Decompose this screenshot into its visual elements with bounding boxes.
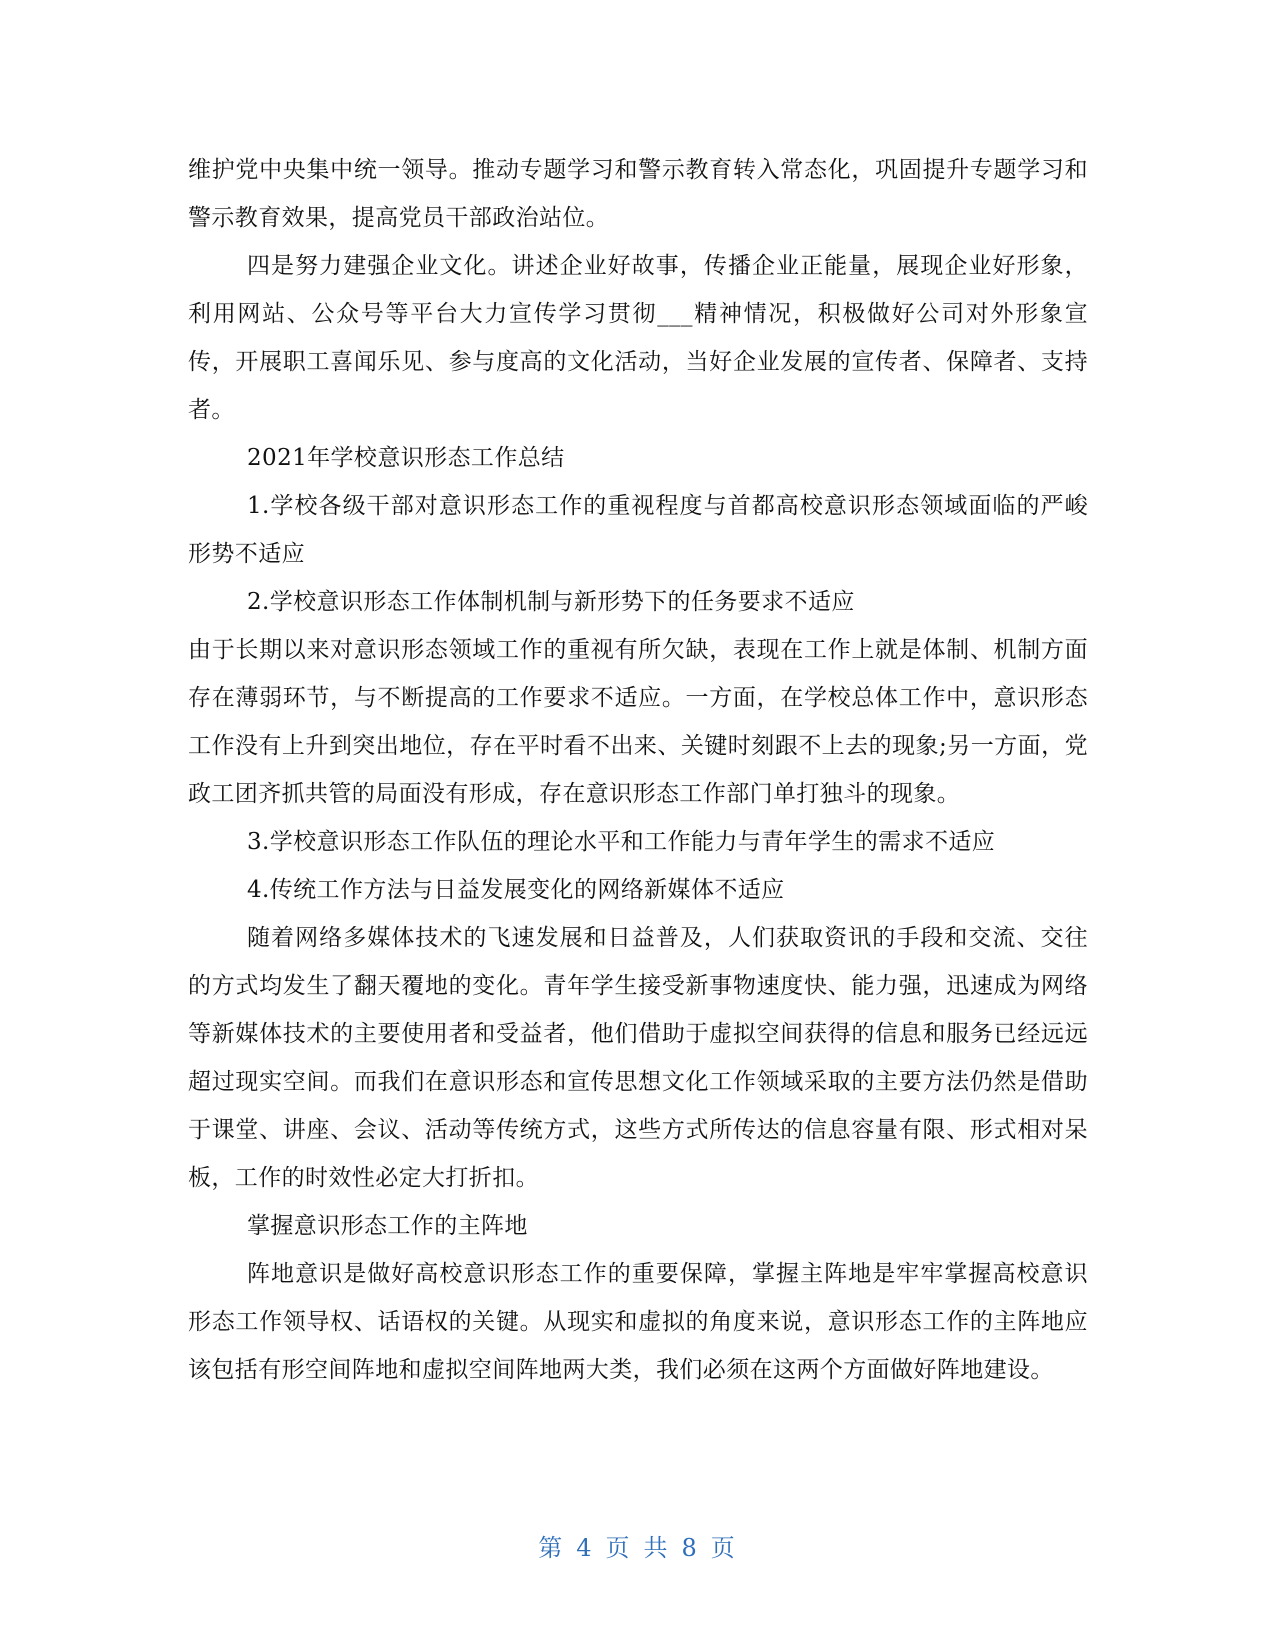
footer-prefix: 第 xyxy=(538,1534,565,1562)
footer-current-page: 4 xyxy=(576,1534,594,1562)
paragraph-front-awareness: 阵地意识是做好高校意识形态工作的重要保障，掌握主阵地是牢牢掌握高校意识形态工作领导权、话语权的关键。从现实和虚拟的角度来说，意识形态工作的主阵地应该包括有形空间阵地和虚拟空间阵地两大类，我们必须在这两个方面做好阵地建设。 xyxy=(188,1261,1088,1383)
page-footer xyxy=(0,1528,1275,1563)
section-title-main-front: 掌握意识形态工作的主阵地 xyxy=(247,1213,528,1239)
paragraph-mechanism: 由于长期以来对意识形态领域工作的重视有所欠缺，表现在工作上就是体制、机制方面存在薄弱环节，与不断提高的工作要求不适应。一方面，在学校总体工作中，意识形态工作没有上升到突出地位，存在平时看不出来、关键时刻跟不上去的现象;另一方面，党政工团齐抓共管的局面没有形成，存在意识形态工作部门单打独斗的现象。 xyxy=(188,637,1088,807)
paragraph-continuation: 维护党中央集中统一领导。推动专题学习和警示教育转入常态化，巩固提升专题学习和警示教育效果，提高党员干部政治站位。 xyxy=(188,157,1088,231)
list-item-2: 2.学校意识形态工作体制机制与新形势下的任务要求不适应 xyxy=(247,589,855,615)
paragraph-new-media: 随着网络多媒体技术的飞速发展和日益普及，人们获取资讯的手段和交流、交往的方式均发生了翻天覆地的变化。青年学生接受新事物速度快、能力强，迅速成为网络等新媒体技术的主要使用者和受益者，他们借助于虚拟空间获得的信息和服务已经远远超过现实空间。而我们在意识形态和宣传思想文化工作领域采取的主要方法仍然是借助于课堂、讲座、会议、活动等传统方式，这些方式所传达的信息容量有限、形式相对呆板，工作的时效性必定大打折扣。 xyxy=(188,925,1088,1191)
footer-total-word: 共 xyxy=(643,1534,670,1562)
footer-total-pages: 8 xyxy=(681,1534,699,1562)
list-item-3: 3.学校意识形态工作队伍的理论水平和工作能力与青年学生的需求不适应 xyxy=(247,829,996,855)
list-item-1: 1.学校各级干部对意识形态工作的重视程度与首都高校意识形态领域面临的严峻形势不适应 xyxy=(188,493,1088,567)
footer-page-word: 页 xyxy=(605,1534,632,1562)
footer-suffix: 页 xyxy=(710,1534,737,1562)
list-item-4: 4.传统工作方法与日益发展变化的网络新媒体不适应 xyxy=(247,877,785,903)
section-title-summary: 2021年学校意识形态工作总结 xyxy=(247,445,565,471)
document-body xyxy=(188,146,1088,1394)
paragraph-corporate-culture: 四是努力建强企业文化。讲述企业好故事，传播企业正能量，展现企业好形象，利用网站、公众号等平台大力宣传学习贯彻___精神情况，积极做好公司对外形象宣传，开展职工喜闻乐见、参与度高的文化活动，当好企业发展的宣传者、保障者、支持者。 xyxy=(188,253,1088,423)
